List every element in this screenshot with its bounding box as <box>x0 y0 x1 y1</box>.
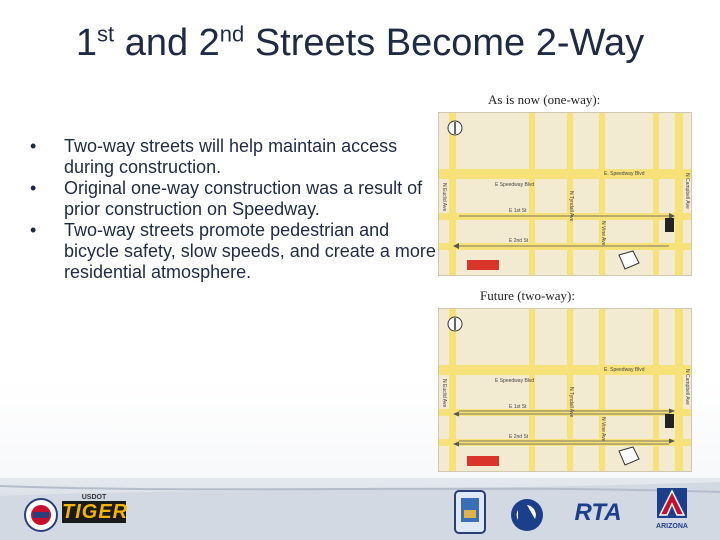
bullet-item: • Two-way streets promote pedestrian and bicycle safety, slow speeds, and create a more residential atmosphere. <box>28 220 438 283</box>
map-label-tyndall: N Tyndall Ave <box>568 387 574 418</box>
future-map-caption: Future (two-way): <box>480 288 575 303</box>
map-label-first: E 1st St <box>509 208 527 214</box>
rta-logo <box>566 500 630 526</box>
map-label-vine: N Vine Ave <box>600 417 606 442</box>
map-label-speedway-top: E. Speedway Blvd <box>604 171 645 177</box>
map-label-second: E 2nd St <box>509 238 529 244</box>
page-title <box>0 22 720 65</box>
map-label-euclid: N Euclid Ave <box>441 379 447 408</box>
usdot-text: USDOT <box>81 494 107 501</box>
usdot-seal-icon <box>24 498 58 532</box>
arizona-text: ARIZONA <box>656 523 688 530</box>
map-label-first: E 1st St <box>509 404 527 410</box>
map-label-second: E 2nd St <box>509 434 529 440</box>
tiger-text: TIGER <box>62 501 129 523</box>
city-seal-icon <box>454 490 486 534</box>
map-label-vine: N Vine Ave <box>600 221 606 246</box>
bullet-item: • Original one-way construction was a result of prior construction on Speedway. <box>28 178 438 220</box>
title-text-1: 1 <box>75 22 98 64</box>
current-street-map <box>438 112 692 276</box>
title-sup-1: st <box>97 21 115 47</box>
map-label-euclid: N Euclid Ave <box>441 183 447 212</box>
tiger-logo <box>62 494 129 523</box>
arizona-logo <box>652 488 692 530</box>
bullet-list <box>28 136 438 283</box>
title-sup-2: nd <box>219 21 245 47</box>
footer-band <box>0 478 720 540</box>
map-label-speedway-top: E. Speedway Blvd <box>604 367 645 373</box>
rta-text: RTA <box>574 499 622 526</box>
map-label-campbell: N Campbell Ave <box>684 369 690 405</box>
title-text-3: Streets Become 2-Way <box>244 22 645 64</box>
map-label-tyndall: N Tyndall Ave <box>568 191 574 222</box>
map-label-speedway: E Speedway Blvd <box>495 182 535 188</box>
map-label-speedway: E Speedway Blvd <box>495 378 535 384</box>
current-map-caption: As is now (one-way): <box>488 92 601 107</box>
map-label-campbell: N Campbell Ave <box>684 173 690 209</box>
arizona-a-icon <box>657 488 687 518</box>
title-text-2: and 2 <box>114 22 220 64</box>
future-street-map <box>438 308 692 472</box>
bullet-item: • Two-way streets will help maintain access during construction. <box>28 136 438 178</box>
transit-logo-icon <box>510 498 544 532</box>
